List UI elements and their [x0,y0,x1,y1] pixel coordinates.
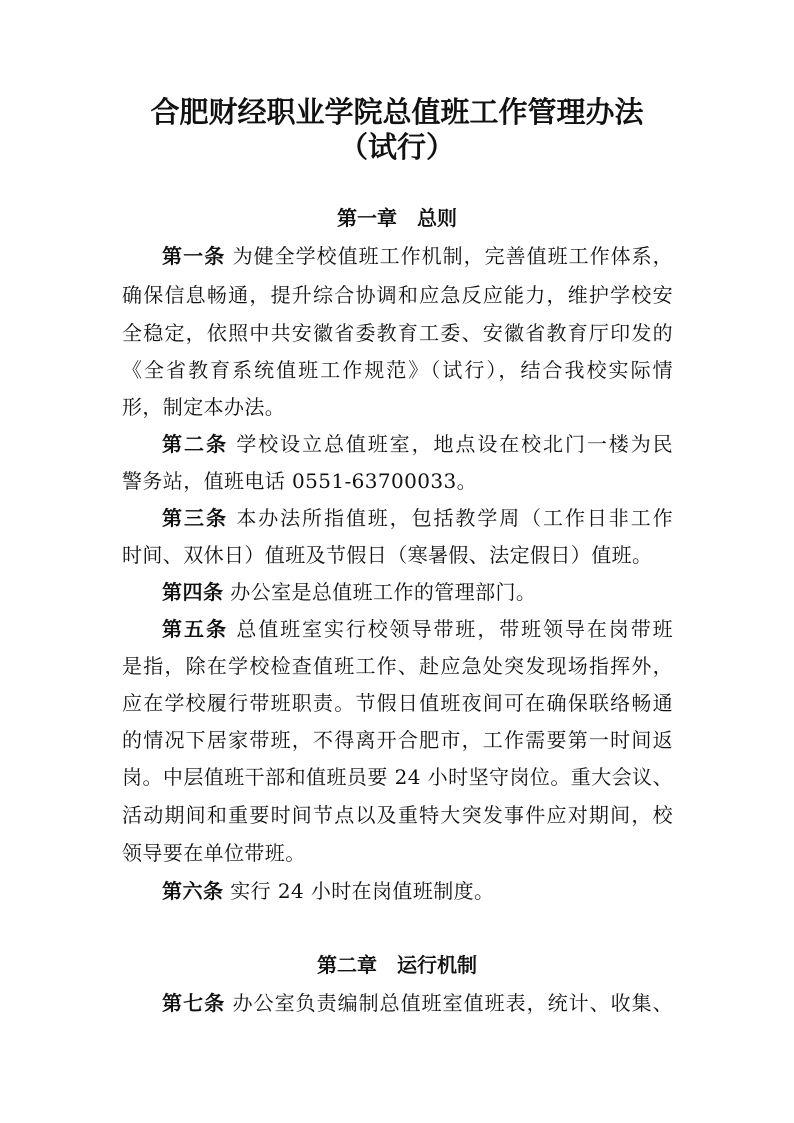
article-text: 本办法所指值班，包括教学周（工作日非工作 [236,506,674,530]
article-line [162,611,673,647]
article-label: 第七条 [162,991,226,1015]
article-line [162,426,673,462]
article-label: 第六条 [162,879,224,903]
article-line: 《全省教育系统值班工作规范》（试行），结合我校实际情 [122,358,673,382]
article-label: 第一条 [162,244,226,268]
article-line: 是指，除在学校检查值班工作、赴应急处突发现场指挥外， [122,654,673,678]
article-text: 学校设立总值班室，地点设在校北门一楼为民 [236,432,674,456]
article-line: 确保信息畅通，提升综合协调和应急反应能力，维护学校安 [122,283,673,307]
article-label: 第三条 [162,506,229,530]
chapter-heading: 第一章 总则 [337,206,457,230]
article-text: 办公室是总值班工作的管理部门。 [230,580,537,604]
article-text: 实行 24 小时在岗值班制度。 [230,879,495,903]
article-label: 第五条 [162,617,229,641]
article-line: 应在学校履行带班职责。节假日值班夜间可在确保联络畅通 [122,691,673,715]
document-subtitle: （试行） [338,130,455,164]
article-line: 形，制定本办法。 [122,395,286,419]
article-line [162,574,673,610]
article-text: 为健全学校值班工作机制，完善值班工作体系， [232,244,673,268]
article-line: 全稳定，依照中共安徽省委教育工委、安徽省教育厅印发的 [122,321,673,345]
article-line: 警务站，值班电话 0551-63700033。 [122,469,478,493]
article-line [162,238,673,274]
article-line: 的情况下居家带班，不得离开合肥市，工作需要第一时间返 [122,728,673,752]
article-line [162,873,673,909]
article-line [162,985,673,1021]
chapter-heading: 第二章 运行机制 [317,953,477,977]
article-text: 总值班室实行校领导带班，带班领导在岗带班 [236,617,674,641]
article-line: 领导要在单位带班。 [122,841,306,865]
article-line: 时间、双休日）值班及节假日（寒暑假、法定假日）值班。 [122,543,653,567]
article-label: 第二条 [162,432,229,456]
article-line: 活动期间和重要时间节点以及重特大突发事件应对期间，校 [122,803,673,827]
article-label: 第四条 [162,580,224,604]
article-text: 办公室负责编制总值班室值班表，统计、收集、 [232,991,673,1015]
document-title: 合肥财经职业学院总值班工作管理办法 [150,95,644,129]
article-line [162,500,673,536]
article-line: 岗。中层值班干部和值班员要 24 小时坚守岗位。重大会议、 [122,765,673,789]
